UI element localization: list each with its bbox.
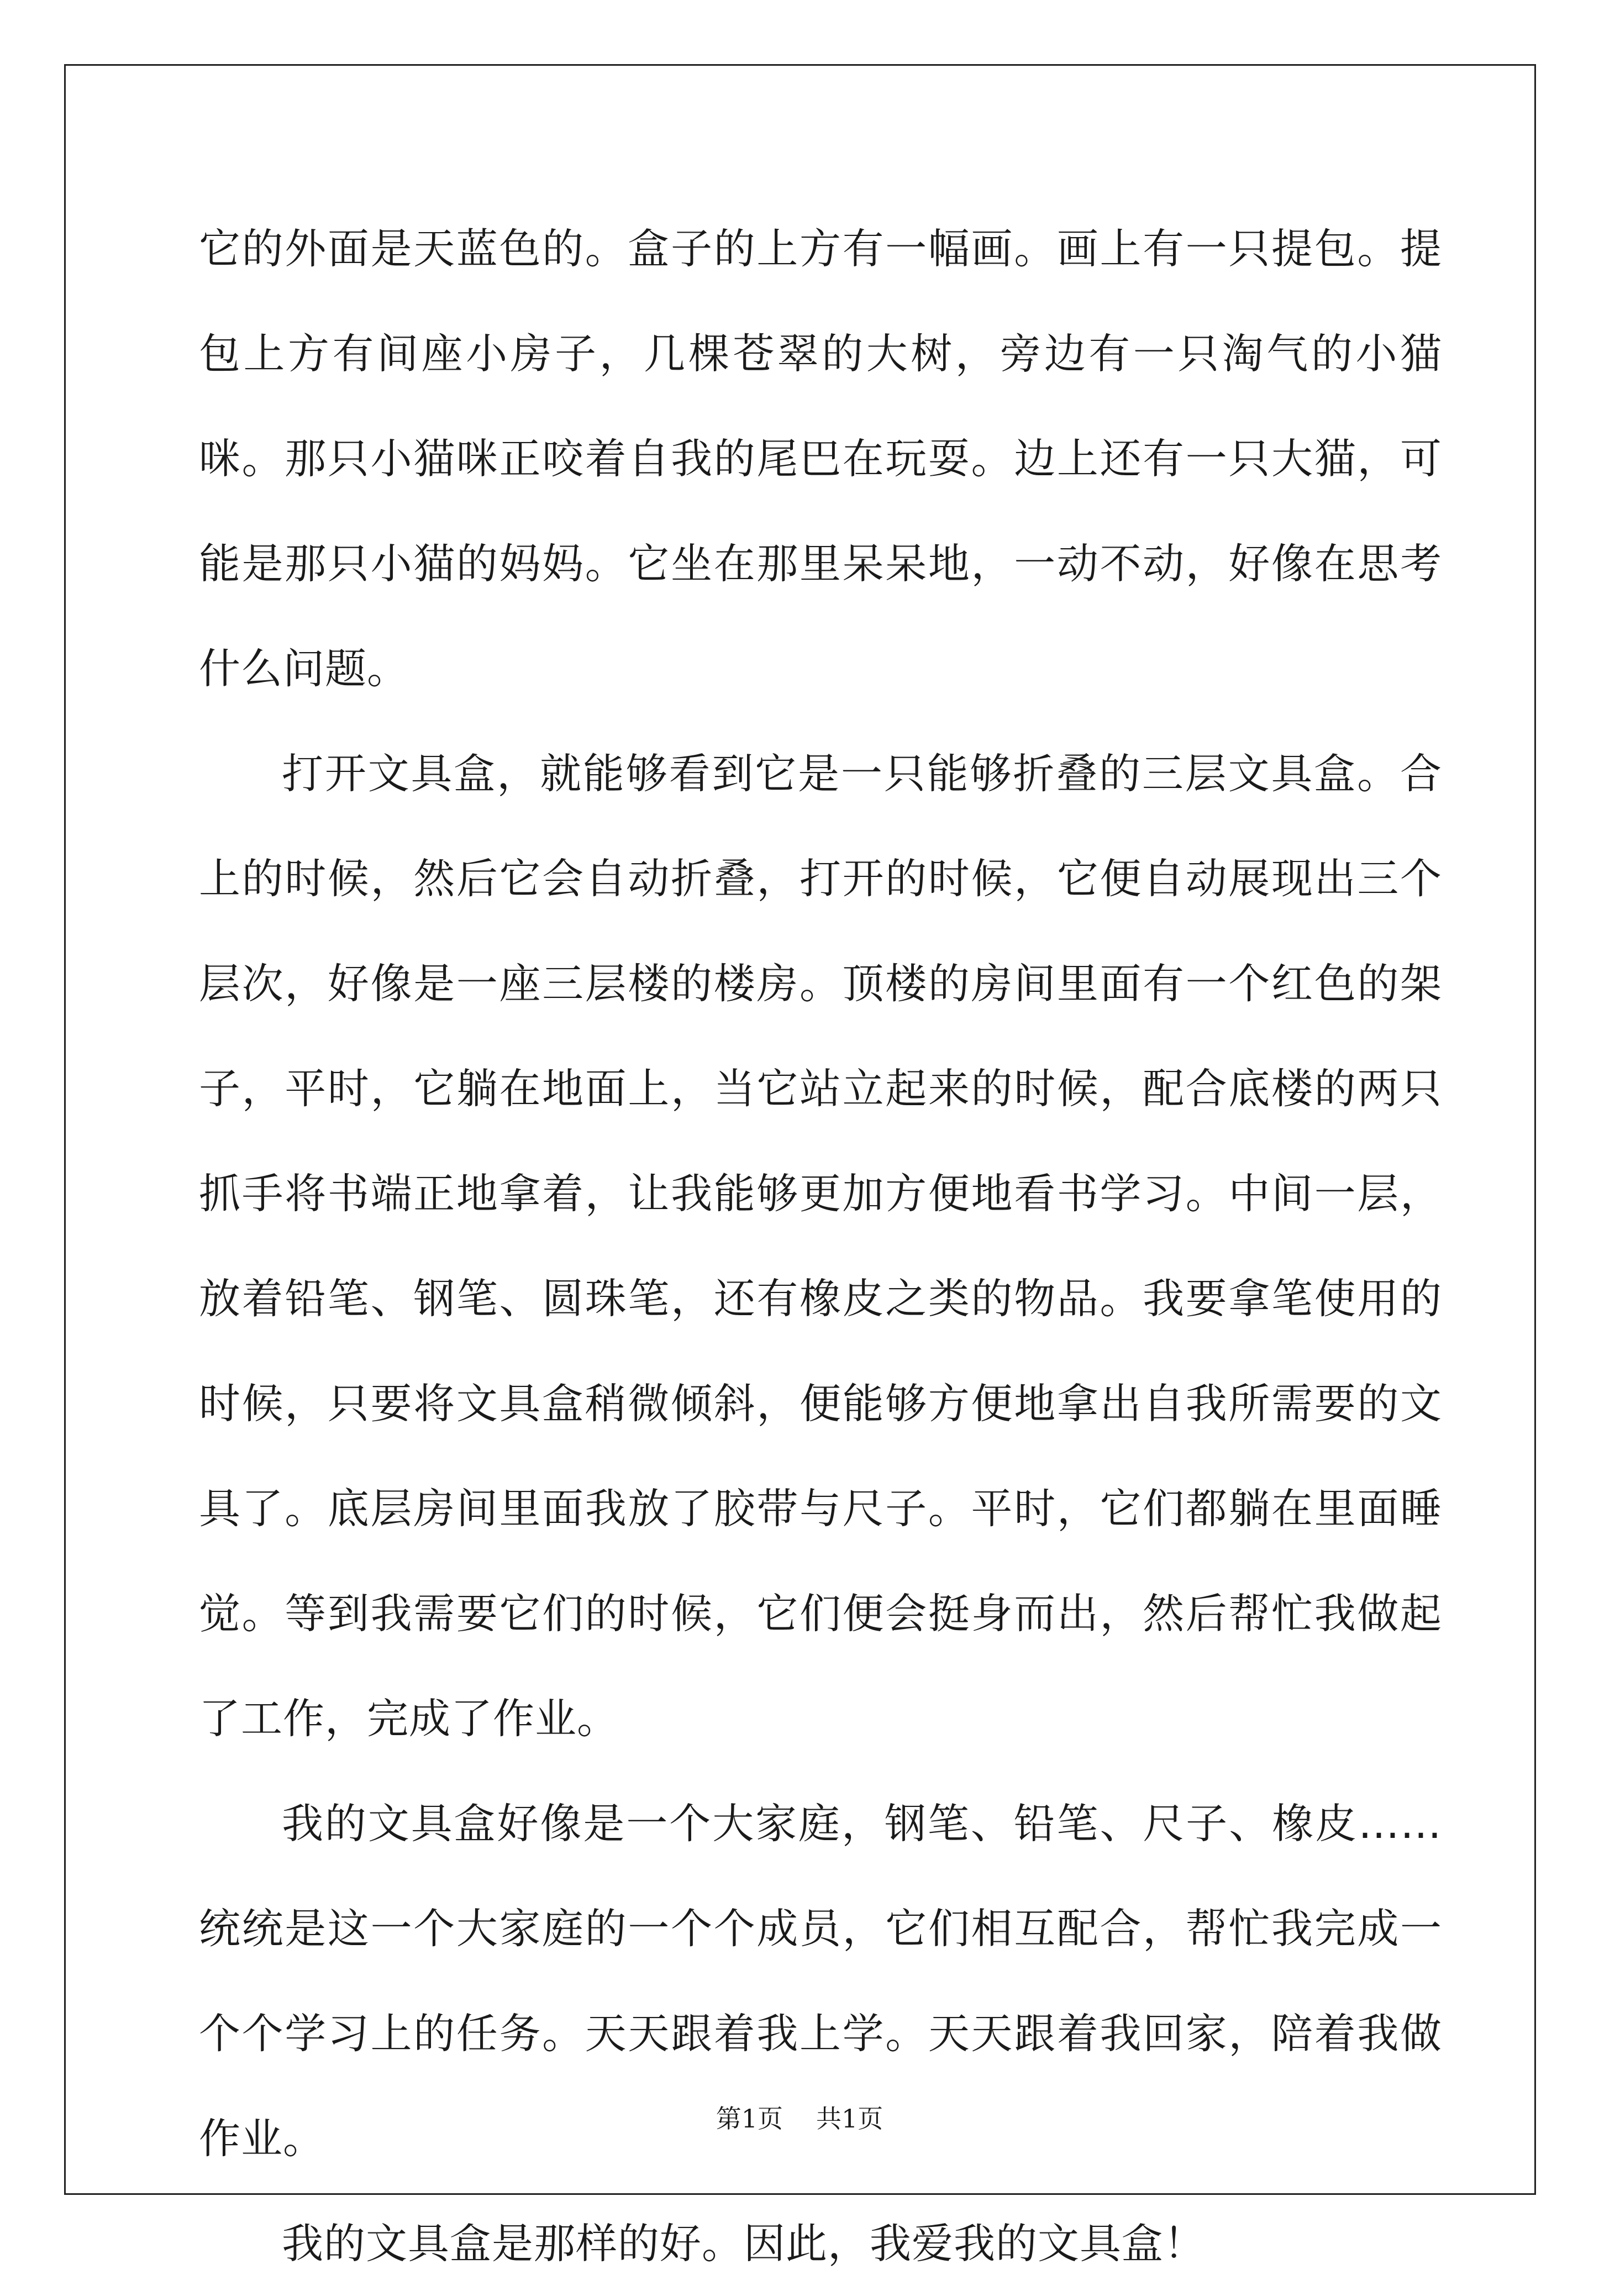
paragraph-3: 我的文具盒好像是一个大家庭，钢笔、铅笔、尺子、橡皮……统统是这一个大家庭的一个个成员，它们相互配合，帮忙我完成一个个学习上的任务。天天跟着我上学。天天跟着我回家，陪着我做作业。 bbox=[199, 1799, 1442, 2163]
paragraph-1: 它的外面是天蓝色的。盒子的上方有一幅画。画上有一只提包。提包上方有间座小房子，几棵苍翠的大树，旁边有一只淘气的小猫咪。那只小猫咪正咬着自我的尾巴在玩耍。边上还有一只大猫，可能是那只小猫的妈妈。它坐在那里呆呆地，一动不动，好像在思考什么问题。 bbox=[199, 224, 1442, 693]
page-number: 第1页 bbox=[716, 2104, 783, 2134]
document-body bbox=[199, 196, 1442, 2296]
paragraph-4: 我的文具盒是那样的好。因此，我爱我的文具盒！ bbox=[282, 2219, 1206, 2268]
paragraph-2: 打开文具盒，就能够看到它是一只能够折叠的三层文具盒。合上的时候，然后它会自动折叠，打开的时候，它便自动展现出三个层次，好像是一座三层楼的楼房。顶楼的房间里面有一个红色的架子，平时，它躺在地面上，当它站立起来的时候，配合底楼的两只抓手将书端正地拿着，让我能够更加方便地看书学习。中间一层，放着铅笔、钢笔、圆珠笔，还有橡皮之类的物品。我要拿笔使用的时候，只要将文具盒稍微倾斜，便能够方便地拿出自我所需要的文具了。底层房间里面我放了胶带与尺子。平时，它们都躺在里面睡觉。等到我需要它们的时候，它们便会挺身而出，然后帮忙我做起了工作，完成了作业。 bbox=[199, 749, 1442, 1743]
page-footer bbox=[0, 2099, 1599, 2135]
page-total: 共1页 bbox=[816, 2104, 883, 2134]
